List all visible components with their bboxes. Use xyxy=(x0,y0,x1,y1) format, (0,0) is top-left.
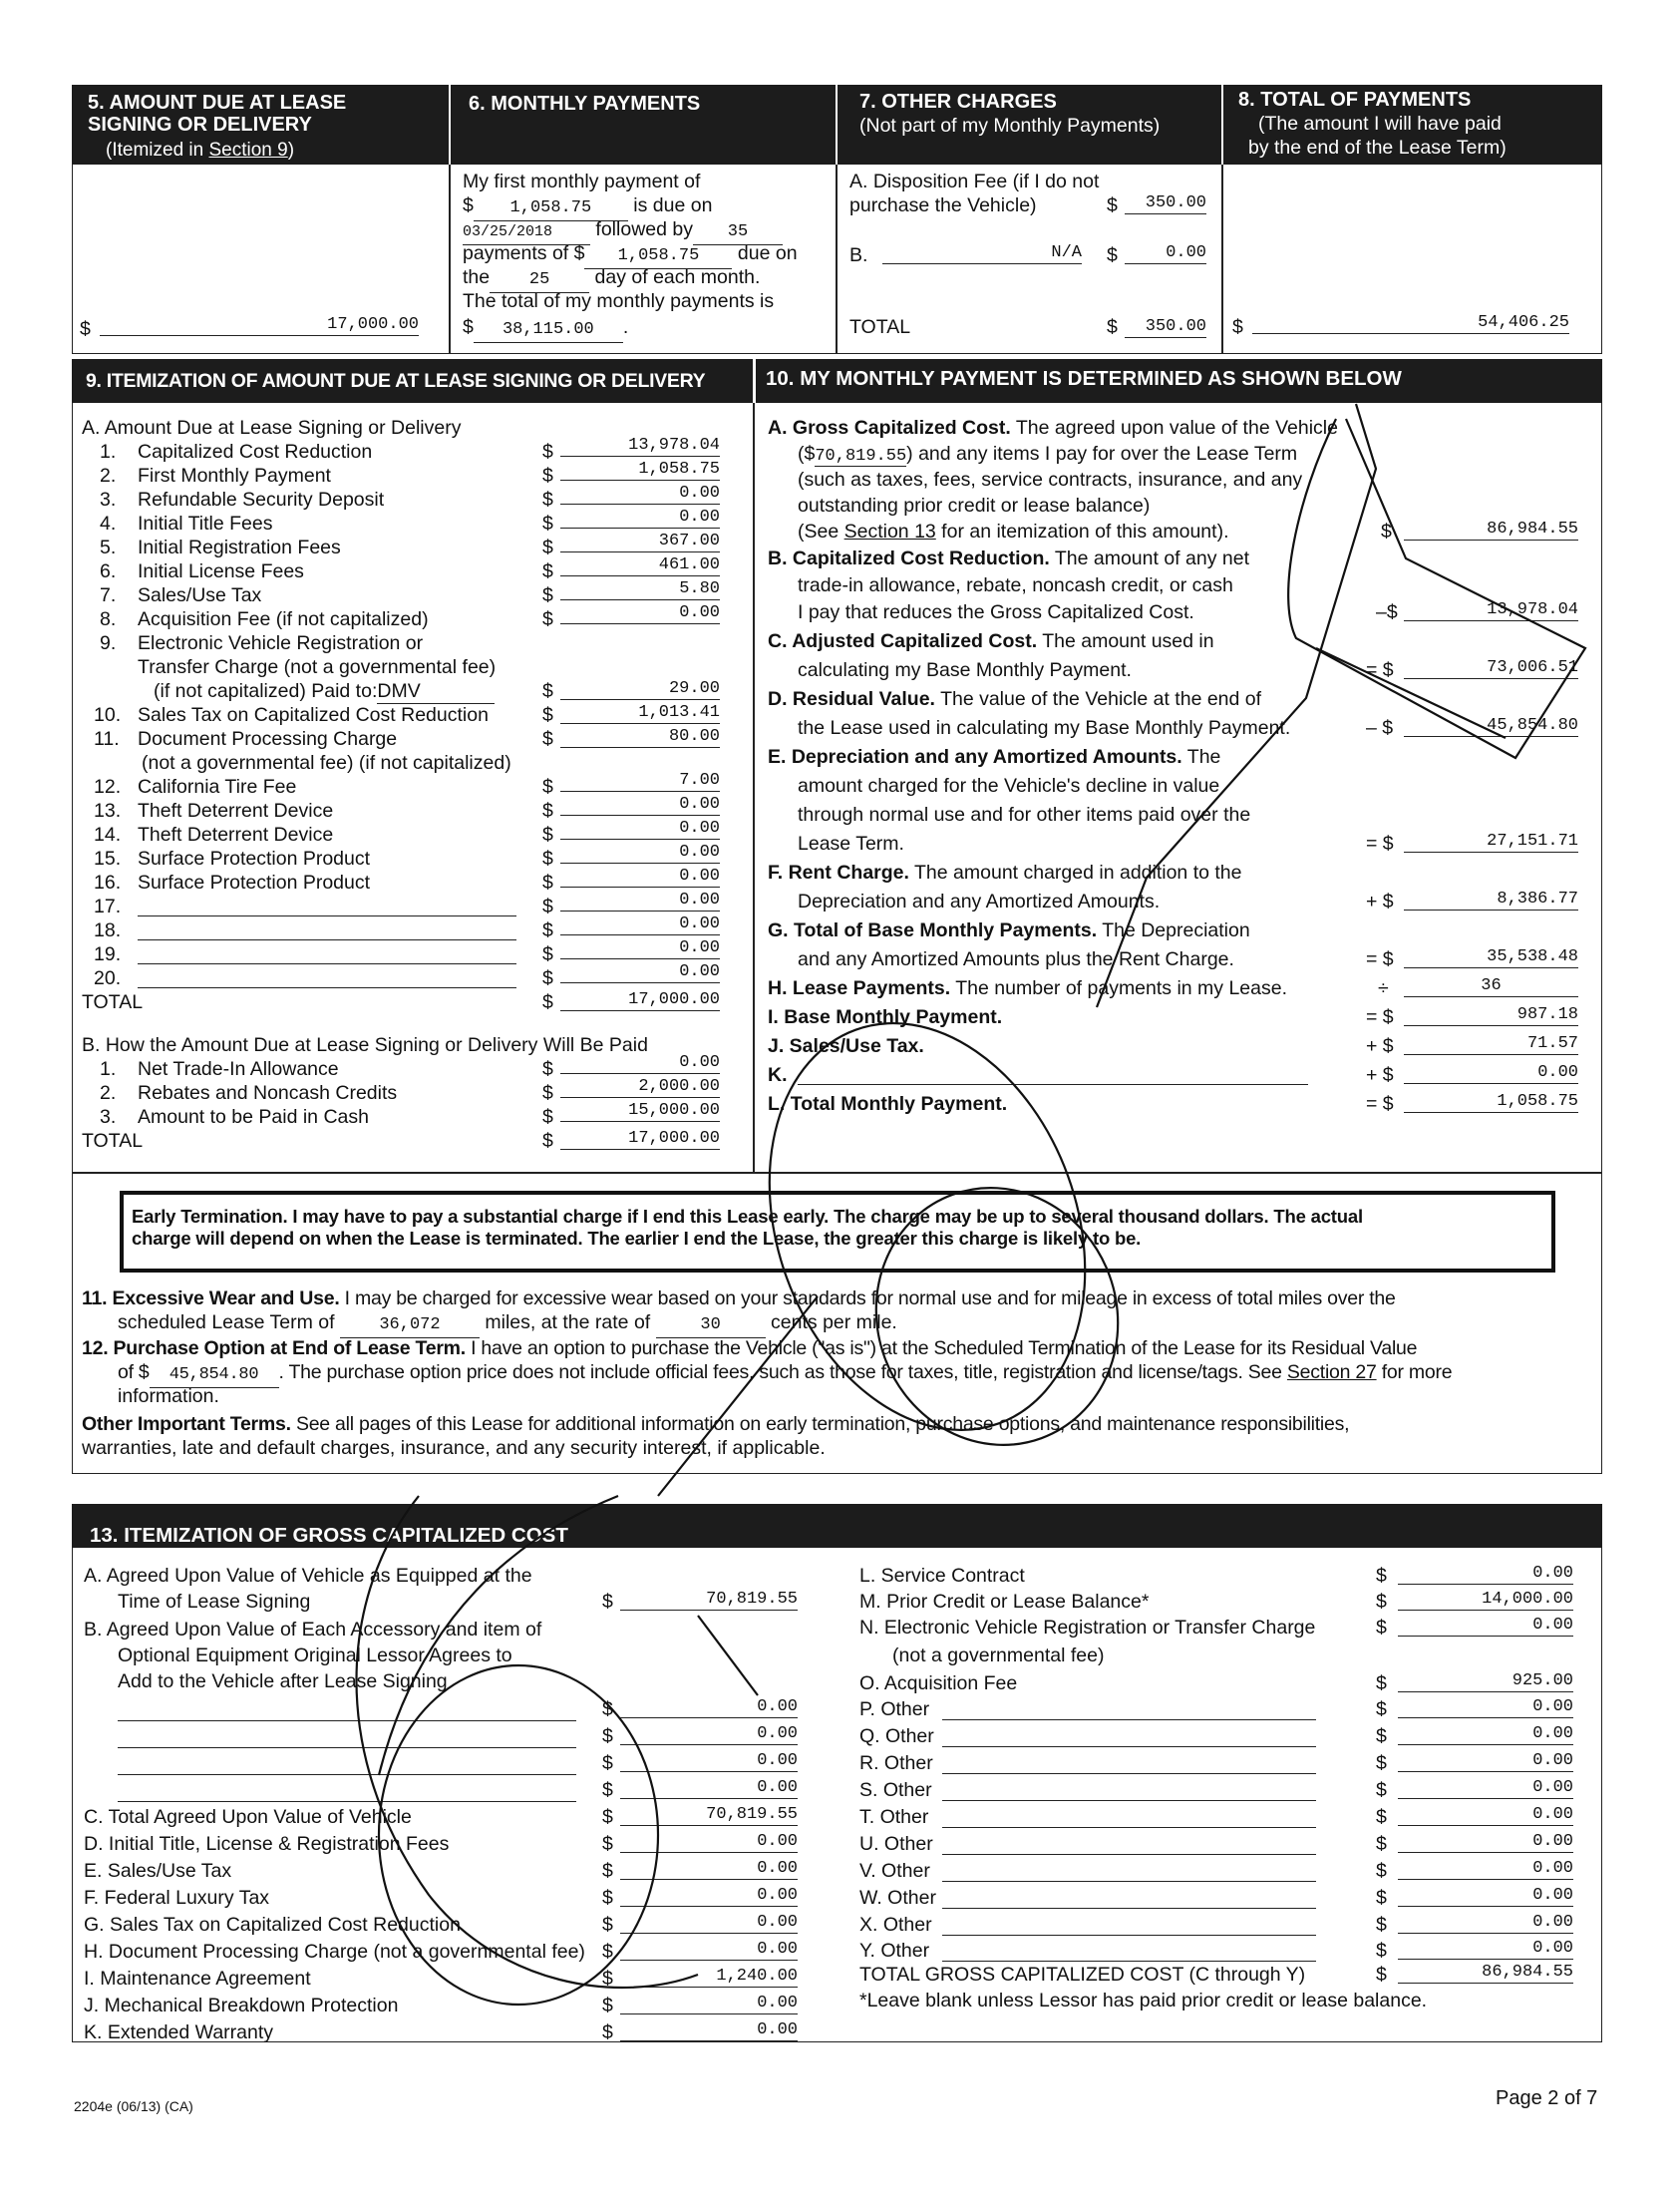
sec10-k-value: 0.00 xyxy=(1404,1063,1578,1084)
sec9-a-head: A. Amount Due at Lease Signing or Delivery xyxy=(82,417,462,439)
sec13-right-value: 0.00 xyxy=(1398,1939,1573,1960)
sec10-l: L. Total Monthly Payment. xyxy=(768,1093,1008,1115)
sec10-e2: amount charged for the Vehicle's decline in value xyxy=(798,775,1220,797)
dollar: $ xyxy=(542,991,553,1013)
sec10-e-sym: = $ xyxy=(1366,833,1394,855)
sec13-right-value: 0.00 xyxy=(1398,1859,1573,1880)
sec9-paid-num: 3. xyxy=(100,1106,117,1128)
sec9-item10-value: 1,013.41 xyxy=(560,703,720,724)
sec13-left-label: D. Initial Title, License & Registration Fees xyxy=(84,1833,450,1855)
sec7-title: 7. OTHER CHARGES xyxy=(859,91,1057,113)
sec9-item-label: Refundable Security Deposit xyxy=(138,489,385,511)
sec9-item-value: 0.00 xyxy=(560,819,720,840)
sec13-right-label: O. Acquisition Fee xyxy=(859,1672,1018,1694)
sec6-line1: My first monthly payment of xyxy=(463,171,701,192)
dollar: $ xyxy=(542,872,553,894)
dollar: $ xyxy=(542,537,553,558)
sec9-item-value: 367.00 xyxy=(560,532,720,552)
dollar: $ xyxy=(542,608,553,630)
sec9-item-num: 13. xyxy=(94,800,122,822)
sec10-j: J. Sales/Use Tax. xyxy=(768,1035,924,1057)
sec13-left-value: 1,240.00 xyxy=(620,1967,798,1988)
sec9-title: 9. ITEMIZATION OF AMOUNT DUE AT LEASE SIGNING OR DELIVERY xyxy=(86,370,706,392)
sec9-b-head: B. How the Amount Due at Lease Signing or Delivery Will Be Paid xyxy=(82,1034,648,1056)
sec10-h-value: 36 xyxy=(1404,976,1578,997)
sec13-left-label: F. Federal Luxury Tax xyxy=(84,1887,270,1909)
sec10-k: K. xyxy=(768,1064,788,1086)
sec9-item-label: Initial License Fees xyxy=(138,560,304,582)
sec9-item-label: Initial Title Fees xyxy=(138,513,273,535)
sec9-item-value: 0.00 xyxy=(560,795,720,816)
sec13-title: 13. ITEMIZATION OF GROSS CAPITALIZED COST xyxy=(90,1524,568,1547)
sec10-g2: and any Amortized Amounts plus the Rent Charge. xyxy=(798,948,1234,970)
sec7-b-amount: 0.00 xyxy=(1125,243,1206,264)
sec10-l-sym: = $ xyxy=(1366,1093,1394,1115)
sec13-right-label: V. Other xyxy=(859,1860,930,1882)
sec10-c-value: 73,006.51 xyxy=(1404,658,1578,679)
dollar: $ xyxy=(602,1779,613,1801)
sec10-k-sym: + $ xyxy=(1366,1064,1394,1086)
sec7-total-amount: 350.00 xyxy=(1125,317,1206,338)
dollar: $ xyxy=(1376,1833,1387,1855)
sec10-e3: through normal use and for other items paid over the xyxy=(798,804,1251,826)
sec13-left-value: 70,819.55 xyxy=(620,1805,798,1826)
dollar: $ xyxy=(1376,1779,1387,1801)
dollar: $ xyxy=(1376,1565,1387,1587)
sec13-left-label: C. Total Agreed Upon Value of Vehicle xyxy=(84,1806,412,1828)
sec10-j-value: 71.57 xyxy=(1404,1034,1578,1055)
sec10-g: G. Total of Base Monthly Payments. The Depreciation xyxy=(768,919,1250,941)
sec9-item-value: 1,058.75 xyxy=(560,460,720,481)
sec9-item9-l2: Transfer Charge (not a governmental fee) xyxy=(138,656,497,678)
sec13-left-value: 0.00 xyxy=(620,2020,798,2041)
sec5-title: 5. AMOUNT DUE AT LEASE SIGNING OR DELIVERY xyxy=(88,92,347,136)
sec9-item-label: Sales/Use Tax xyxy=(138,584,262,606)
sec13-right-label: X. Other xyxy=(859,1914,932,1936)
sec13-right-value: 0.00 xyxy=(1398,1751,1573,1772)
sec10-title: 10. MY MONTHLY PAYMENT IS DETERMINED AS SHOWN BELOW xyxy=(766,367,1402,390)
sec9-item-value: 0.00 xyxy=(560,484,720,505)
sec13-note: *Leave blank unless Lessor has paid prior credit or lease balance. xyxy=(859,1990,1428,2011)
dollar: $ xyxy=(602,1887,613,1909)
dollar: $ xyxy=(542,513,553,535)
dollar: $ xyxy=(1376,1725,1387,1747)
sec9-item11-l2: (not a governmental fee) (if not capitalized) xyxy=(142,752,511,774)
dollar: $ xyxy=(1376,1964,1387,1986)
sec9-item-label: Theft Deterrent Device xyxy=(138,800,334,822)
sec9-item-value: 0.00 xyxy=(560,938,720,959)
sec13-right-label: M. Prior Credit or Lease Balance* xyxy=(859,1591,1150,1613)
early-termination-line1: Early Termination. I may have to pay a substantial charge if I end this Lease early. The charge may be up to several thousand dollars. The actual xyxy=(132,1206,1363,1227)
sec9-item9-num: 9. xyxy=(100,632,117,654)
sec13-left-label: J. Mechanical Breakdown Protection xyxy=(84,1995,399,2016)
sec9-paid-num: 2. xyxy=(100,1082,117,1104)
sec10-g-value: 35,538.48 xyxy=(1404,947,1578,968)
sec13-right-label: T. Other xyxy=(859,1806,929,1828)
sec9-item-num: 17. xyxy=(94,896,122,917)
sec10-a3: (such as taxes, fees, service contracts, insurance, and any xyxy=(798,469,1303,491)
sec13-total-label: TOTAL GROSS CAPITALIZED COST (C through Y) xyxy=(859,1964,1306,1986)
sec8-sub1: (The amount I will have paid xyxy=(1258,113,1502,135)
sec6-line6: The total of my monthly payments is xyxy=(463,290,775,312)
sec10-b-sym: –$ xyxy=(1376,601,1398,623)
sec7-a2: purchase the Vehicle) xyxy=(849,194,1037,216)
sec5-amount: 17,000.00 xyxy=(100,315,419,336)
sec10-a-value: 86,984.55 xyxy=(1404,520,1578,541)
dollar: $ xyxy=(602,1833,613,1855)
dollar: $ xyxy=(1376,1672,1387,1694)
sec10-f-value: 8,386.77 xyxy=(1404,890,1578,911)
sec9-item-label: First Monthly Payment xyxy=(138,465,331,487)
sec5-subtitle: (Itemized in Section 9) xyxy=(106,140,295,161)
dollar: $ xyxy=(542,824,553,846)
sec10-a-sym: $ xyxy=(1381,521,1392,543)
sec9-b-total-value: 17,000.00 xyxy=(560,1129,720,1150)
sec9-item-num: 1. xyxy=(100,441,117,463)
other-terms-line1: Other Important Terms. See all pages of this Lease for additional information on early termination, purchase options, and maintenance responsibilities, xyxy=(82,1413,1350,1435)
sec9-item-value: 0.00 xyxy=(560,914,720,935)
sec13-right-label: S. Other xyxy=(859,1779,932,1801)
sec10-d: D. Residual Value. The value of the Vehicle at the end of xyxy=(768,688,1262,710)
sec13-right-label: P. Other xyxy=(859,1698,930,1720)
dollar: $ xyxy=(602,1806,613,1828)
sec13-right-value: 0.00 xyxy=(1398,1805,1573,1826)
sec13-right-value: 0.00 xyxy=(1398,1886,1573,1907)
sec9-paid-value: 2,000.00 xyxy=(560,1077,720,1098)
sec9-item-label: Surface Protection Product xyxy=(138,848,371,870)
sec13-b1: B. Agreed Upon Value of Each Accessory and item of xyxy=(84,1619,542,1641)
sec13-left-value: 0.00 xyxy=(620,1994,798,2014)
dollar: $ xyxy=(542,560,553,582)
sec9-paid-num: 1. xyxy=(100,1058,117,1080)
dollar: $ xyxy=(602,1941,613,1963)
sec9-paid-label: Net Trade-In Allowance xyxy=(138,1058,339,1080)
sec10-h-sym: ÷ xyxy=(1378,977,1389,999)
sec10-c: C. Adjusted Capitalized Cost. The amount used in xyxy=(768,630,1214,652)
sec6-title: 6. MONTHLY PAYMENTS xyxy=(469,93,701,115)
dollar: $ xyxy=(602,1698,613,1720)
sec9-item-num: 4. xyxy=(100,513,117,535)
sec9-item-value: 461.00 xyxy=(560,555,720,576)
sec13-right-value: 0.00 xyxy=(1398,1913,1573,1934)
sec6-line7: $ 38,115.00 . xyxy=(463,315,628,343)
dollar: $ xyxy=(542,1058,553,1080)
sec13-b2: Optional Equipment Original Lessor Agrees to xyxy=(118,1645,512,1666)
sec9-item-value: 0.00 xyxy=(560,962,720,983)
sec7-b-dollar: $ xyxy=(1107,244,1118,266)
sec9-item-num: 14. xyxy=(94,824,122,846)
dollar: $ xyxy=(542,800,553,822)
dollar: $ xyxy=(542,1130,553,1152)
sec9-item-value: 13,978.04 xyxy=(560,436,720,457)
sec10-i-sym: = $ xyxy=(1366,1006,1394,1028)
sec9-item-label: California Tire Fee xyxy=(138,776,297,798)
sec7-b: B. xyxy=(849,244,868,266)
sec9-item9-value: 29.00 xyxy=(560,679,720,700)
sec10-d2: the Lease used in calculating my Base Monthly Payment. xyxy=(798,717,1291,739)
dollar: $ xyxy=(1376,1887,1387,1909)
sec10-e-value: 27,151.71 xyxy=(1404,832,1578,853)
sec13-left-label: G. Sales Tax on Capitalized Cost Reduction xyxy=(84,1914,461,1936)
dollar: $ xyxy=(542,896,553,917)
other-terms-line2: warranties, late and default charges, insurance, and any security interest, if applicable. xyxy=(82,1437,826,1459)
dollar: $ xyxy=(542,919,553,941)
sec13-right-label: R. Other xyxy=(859,1752,933,1774)
sec10-l-value: 1,058.75 xyxy=(1404,1092,1578,1113)
sec13-left-label: I. Maintenance Agreement xyxy=(84,1968,311,1990)
dollar: $ xyxy=(542,1106,553,1128)
sec10-h: H. Lease Payments. The number of payments in my Lease. xyxy=(768,977,1288,999)
sec9-item-num: 3. xyxy=(100,489,117,511)
sec9-item-num: 5. xyxy=(100,537,117,558)
dollar: $ xyxy=(1376,1591,1387,1613)
sec10-j-sym: + $ xyxy=(1366,1035,1394,1057)
early-termination-line2: charge will depend on when the Lease is terminated. The earlier I end the Lease, the greater this charge is likely to be. xyxy=(132,1228,1142,1249)
sec9-item10-num: 10. xyxy=(94,704,122,726)
sec12-line2: of $ 45,854.80 . The purchase option price does not include official fees, such as those for taxes, title, registration and license/tags. See Section 27 for more xyxy=(118,1360,1452,1388)
sec9-item11-value: 80.00 xyxy=(560,727,720,748)
sec9-item-value: 7.00 xyxy=(560,771,720,792)
sec10-g-sym: = $ xyxy=(1366,948,1394,970)
sec10-f2: Depreciation and any Amortized Amounts. xyxy=(798,891,1161,913)
sec10-i-value: 987.18 xyxy=(1404,1005,1578,1026)
sec7-a-amount: 350.00 xyxy=(1125,193,1206,214)
dollar: $ xyxy=(602,1860,613,1882)
sec6-line2: $ 1,058.75 is due on xyxy=(463,193,712,221)
dollar: $ xyxy=(542,728,553,750)
dollar: $ xyxy=(602,1725,613,1747)
sec13-right-label: W. Other xyxy=(859,1887,936,1909)
sec13-total-value: 86,984.55 xyxy=(1398,1963,1573,1984)
sec13-left-value: 0.00 xyxy=(620,1940,798,1961)
dollar: $ xyxy=(1376,1698,1387,1720)
sec13-left-label: K. Extended Warranty xyxy=(84,2021,274,2043)
sec6-line3: 03/25/2018 followed by 35 xyxy=(463,217,783,245)
dollar: $ xyxy=(1376,1617,1387,1639)
sec9-item10-label: Sales Tax on Capitalized Cost Reduction xyxy=(138,704,489,726)
dollar: $ xyxy=(542,848,553,870)
sec10-b-value: 13,978.04 xyxy=(1404,600,1578,621)
dollar: $ xyxy=(542,1082,553,1104)
sec13-left-value: 0.00 xyxy=(620,1859,798,1880)
sec9-item9-l3: (if not capitalized) Paid to:DMV xyxy=(154,679,495,704)
sec9-item-label: Initial Registration Fees xyxy=(138,537,341,558)
sec13-right-label: Q. Other xyxy=(859,1725,934,1747)
sec9-item-num: 6. xyxy=(100,560,117,582)
sec9-item-num: 2. xyxy=(100,465,117,487)
sec9-item-label: Capitalized Cost Reduction xyxy=(138,441,373,463)
sec7-a-dollar: $ xyxy=(1107,194,1118,216)
sec10-a4: outstanding prior credit or lease balance) xyxy=(798,495,1151,517)
sec10-b2: trade-in allowance, rebate, noncash credit, or cash xyxy=(798,574,1233,596)
sec10-a: A. Gross Capitalized Cost. The agreed upon value of the Vehicle xyxy=(768,417,1338,439)
sec10-c2: calculating my Base Monthly Payment. xyxy=(798,659,1132,681)
sec9-item11-num: 11. xyxy=(94,728,120,750)
sec13-a1: A. Agreed Upon Value of Vehicle as Equipped at the xyxy=(84,1565,532,1587)
sec9-total-label: TOTAL xyxy=(82,991,144,1013)
sec8-amount: 54,406.25 xyxy=(1252,313,1569,334)
sec7-subtitle: (Not part of my Monthly Payments) xyxy=(859,115,1161,137)
sec13-a2: Time of Lease Signing xyxy=(118,1591,311,1613)
dollar: $ xyxy=(542,441,553,463)
dollar: $ xyxy=(602,1752,613,1774)
dollar: $ xyxy=(1376,1860,1387,1882)
sec9-item-num: 15. xyxy=(94,848,122,870)
sec8-dollar: $ xyxy=(1232,316,1243,338)
sec12-line3: information. xyxy=(118,1385,219,1407)
sec10-a5: (See Section 13 for an itemization of this amount). xyxy=(798,521,1229,543)
sec9-paid-label: Amount to be Paid in Cash xyxy=(138,1106,369,1128)
sec13-left-value: 0.00 xyxy=(620,1913,798,1934)
sec13-accessory-value: 0.00 xyxy=(620,1697,798,1718)
sec9-paid-value: 0.00 xyxy=(560,1053,720,1074)
sec8-title: 8. TOTAL OF PAYMENTS xyxy=(1238,89,1472,111)
sec8-sub2: by the end of the Lease Term) xyxy=(1248,137,1507,159)
dollar: $ xyxy=(542,704,553,726)
sec9-item-value: 0.00 xyxy=(560,508,720,529)
sec10-b3: I pay that reduces the Gross Capitalized Cost. xyxy=(798,601,1194,623)
sec9-item-value: 0.00 xyxy=(560,891,720,912)
sec10-d-value: 45,854.80 xyxy=(1404,716,1578,737)
sec10-e: E. Depreciation and any Amortized Amounts. The xyxy=(768,746,1221,768)
dollar: $ xyxy=(542,967,553,989)
sec13-accessory-value: 0.00 xyxy=(620,1724,798,1745)
dollar: $ xyxy=(1376,1914,1387,1936)
sec9-item-num: 8. xyxy=(100,608,117,630)
form-code: 2204e (06/13) (CA) xyxy=(74,2098,193,2114)
dollar: $ xyxy=(1376,1806,1387,1828)
sec6-line4: payments of $ 1,058.75 due on xyxy=(463,241,798,269)
dollar: $ xyxy=(602,1968,613,1990)
sec11-line2: scheduled Lease Term of 36,072 miles, at the rate of 30 cents per mile. xyxy=(118,1310,897,1338)
sec5-dollar: $ xyxy=(80,318,91,340)
sec9-paid-label: Rebates and Noncash Credits xyxy=(138,1082,398,1104)
sec10-d-sym: – $ xyxy=(1366,717,1394,739)
sec13-right-value: 0.00 xyxy=(1398,1564,1573,1585)
sec13-accessory-value: 0.00 xyxy=(620,1751,798,1772)
sec9-item-num: 7. xyxy=(100,584,117,606)
sec7-b-desc: N/A xyxy=(882,243,1082,264)
sec7-total-label: TOTAL xyxy=(849,316,911,338)
sec9-item-value: 0.00 xyxy=(560,867,720,888)
sec9-item-num: 18. xyxy=(94,919,122,941)
sec6-line5: the 25 day of each month. xyxy=(463,265,760,293)
page-number: Page 2 of 7 xyxy=(1496,2087,1598,2109)
sec13-right-label: Y. Other xyxy=(859,1940,930,1962)
sec10-i: I. Base Monthly Payment. xyxy=(768,1006,1003,1028)
sec13-right-label: U. Other xyxy=(859,1833,933,1855)
sec9-item-value: 0.00 xyxy=(560,843,720,864)
sec13-right-value: 0.00 xyxy=(1398,1616,1573,1637)
dollar: $ xyxy=(542,465,553,487)
sec13-right-value: 925.00 xyxy=(1398,1671,1573,1692)
sec13-left-label: H. Document Processing Charge (not a governmental fee) xyxy=(84,1941,585,1963)
sec9-b-total-label: TOTAL xyxy=(82,1130,144,1152)
dollar: $ xyxy=(1376,1752,1387,1774)
sec10-f-sym: + $ xyxy=(1366,891,1394,913)
sec13-a-value: 70,819.55 xyxy=(620,1590,798,1611)
dollar: $ xyxy=(542,680,553,702)
sec10-c-sym: = $ xyxy=(1366,659,1394,681)
sec9-item-num: 16. xyxy=(94,872,122,894)
sec9-item-label: Surface Protection Product xyxy=(138,872,371,894)
sec13-right-label: L. Service Contract xyxy=(859,1565,1025,1587)
sec9-item11-l1: Document Processing Charge xyxy=(138,728,398,750)
sec9-item-label: Theft Deterrent Device xyxy=(138,824,334,846)
sec13-right-value: 0.00 xyxy=(1398,1724,1573,1745)
sec9-item-label: Acquisition Fee (if not capitalized) xyxy=(138,608,429,630)
sec13-right-value: 0.00 xyxy=(1398,1832,1573,1853)
sec9-item-num: 20. xyxy=(94,967,122,989)
sec13-left-value: 0.00 xyxy=(620,1886,798,1907)
sec10-e4: Lease Term. xyxy=(798,833,904,855)
sec10-a2: ($70,819.55) and any items I pay for over the Lease Term xyxy=(798,443,1298,466)
sec13-left-value: 0.00 xyxy=(620,1832,798,1853)
dollar: $ xyxy=(542,489,553,511)
sec9-item-num: 19. xyxy=(94,943,122,965)
sec13-right-value: 0.00 xyxy=(1398,1778,1573,1799)
sec9-item-value: 0.00 xyxy=(560,603,720,624)
sec9-item-value: 5.80 xyxy=(560,579,720,600)
sec13-right-value: 0.00 xyxy=(1398,1697,1573,1718)
sec13-accessory-value: 0.00 xyxy=(620,1778,798,1799)
dollar: $ xyxy=(1376,1940,1387,1962)
dollar: $ xyxy=(602,1591,613,1613)
sec10-b: B. Capitalized Cost Reduction. The amount of any net xyxy=(768,548,1249,569)
sec13-n-sub: (not a governmental fee) xyxy=(892,1645,1105,1666)
sec11-line1: 11. Excessive Wear and Use. I may be charged for excessive wear based on your standards for normal use and for mileage in excess of total miles over the xyxy=(82,1287,1396,1309)
sec7-total-dollar: $ xyxy=(1107,316,1118,338)
sec12-line1: 12. Purchase Option at End of Lease Term. I have an option to purchase the Vehicle ("as is") at the Scheduled Termination of the Lease for its Residual Value xyxy=(82,1337,1418,1359)
dollar: $ xyxy=(602,2021,613,2043)
dollar: $ xyxy=(542,943,553,965)
dollar: $ xyxy=(602,1995,613,2016)
dollar: $ xyxy=(542,776,553,798)
sec13-right-label: N. Electronic Vehicle Registration or Transfer Charge xyxy=(859,1617,1316,1639)
sec9-total-value: 17,000.00 xyxy=(560,990,720,1011)
sec9-item-num: 12. xyxy=(94,776,122,798)
sec13-b3: Add to the Vehicle after Lease Signing xyxy=(118,1670,448,1692)
sec9-paid-value: 15,000.00 xyxy=(560,1101,720,1122)
sec10-f: F. Rent Charge. The amount charged in addition to the xyxy=(768,862,1242,884)
dollar: $ xyxy=(602,1914,613,1936)
sec13-left-label: E. Sales/Use Tax xyxy=(84,1860,232,1882)
sec13-right-value: 14,000.00 xyxy=(1398,1590,1573,1611)
sec9-item9-l1: Electronic Vehicle Registration or xyxy=(138,632,424,654)
sec7-a1: A. Disposition Fee (if I do not xyxy=(849,171,1100,192)
dollar: $ xyxy=(542,584,553,606)
